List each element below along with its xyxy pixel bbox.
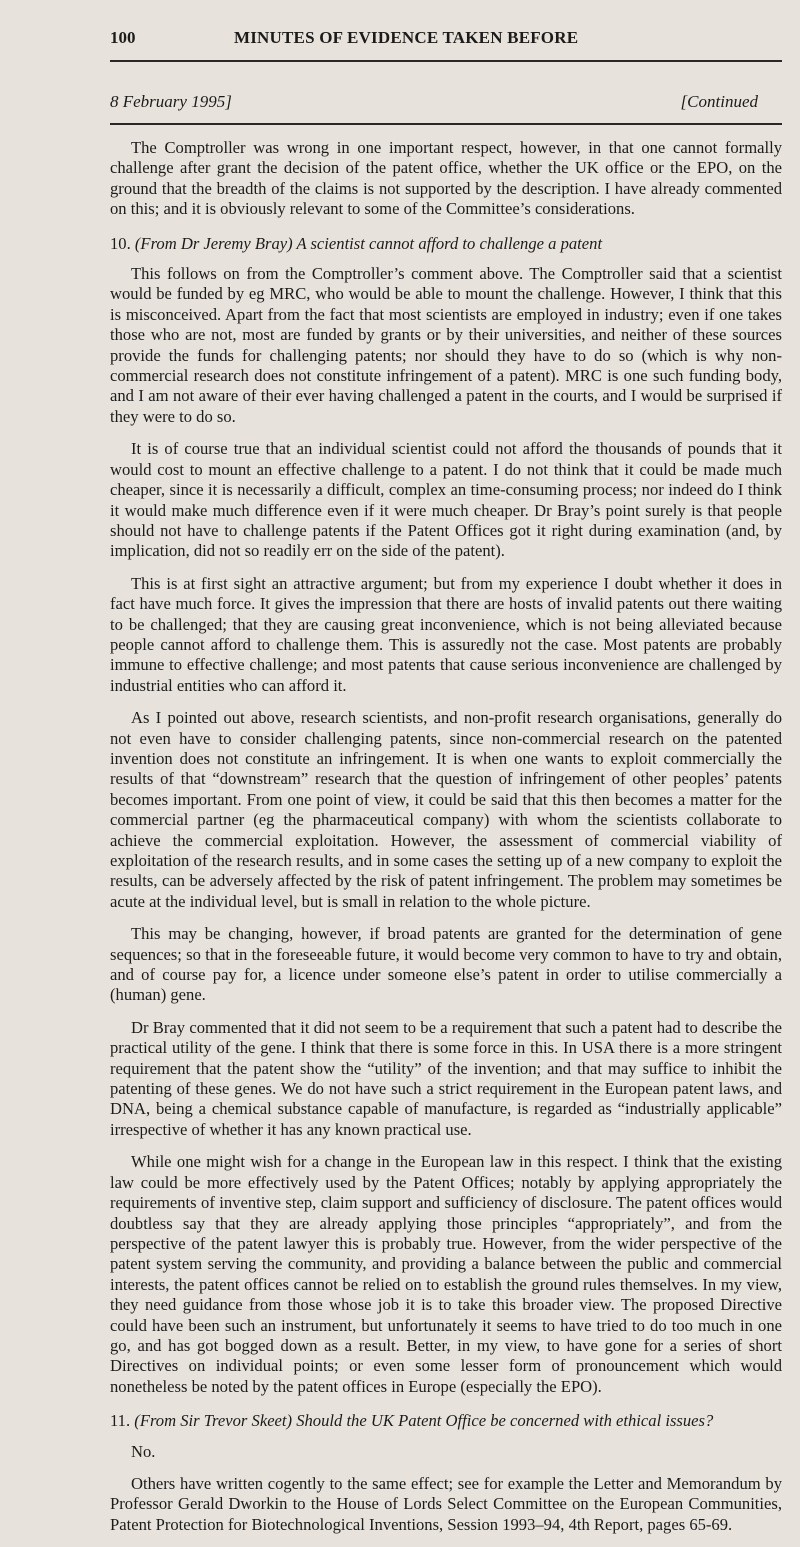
hearing-date: 8 February 1995]: [110, 92, 232, 111]
section-heading-10: [110, 234, 782, 254]
section-title: (From Sir Trevor Skeet) Should the UK Patent Office be concerned with ethical issues?: [134, 1411, 714, 1431]
paragraph: This may be changing, however, if broad patents are granted for the determination of gene sequences; so that in the foreseeable future, it would become very common to have to try and obtain, and of course pay for, a licence under someone else’s patent in order to utilise commercially a (human) gene.: [110, 924, 782, 1005]
paragraph: It is of course true that an individual scientist could not afford the thousands of pounds that it would cost to mount an effective challenge to a patent. I do not think that it could be made much cheaper, since it is necessarily a difficult, complex an time-consuming process; nor indeed do I think it would make much difference even if it were much cheaper. Dr Bray’s point surely is that people should not have to challenge patents if the Patent Offices got it right during examination (and, by implication, did not so readily err on the side of the patent).: [110, 439, 782, 561]
continued-label: [Continued: [680, 92, 758, 111]
paragraph: The Comptroller was wrong in one important respect, however, in that one cannot formally challenge after grant the decision of the patent office, whether the UK office or the EPO, on the ground that the breadth of the claims is not supported by the description. I have already commented on this; and it is obviously relevant to some of the Committee’s considerations.: [110, 138, 782, 219]
running-title: MINUTES OF EVIDENCE TAKEN BEFORE: [234, 28, 579, 47]
paragraph: While one might wish for a change in the European law in this respect. I think that the existing law could be more effectively used by the Patent Offices; notably by applying appropriately the requirements of inventive step, claim support and sufficiency of disclosure. The patent offices would doubtless say that they are already applying those principles “appropriately”, and from the perspective of the patent lawyer this is probably true. However, from the wider perspective of the patent system serving the community, and providing a balance between the public and commercial interests, the patent offices cannot be relied on to establish the ground rules themselves. In my view, they need guidance from those whose job it is to take this broader view. The proposed Directive could have been such an instrument, but unfortunately it seems to have tried to do too much in one go, and has got bogged down as a result. Better, in my view, to have gone for a series of short Directives on individual points; or even some lesser form of pronouncement which would nonetheless be noted by the patent offices in Europe (especially the EPO).: [110, 1152, 782, 1396]
section-number: 10.: [110, 233, 131, 253]
paragraph: Dr Bray commented that it did not seem to be a requirement that such a patent had to describe the practical utility of the gene. I think that there is some force in this. In USA there is a more stringent requirement that the patent show the “utility” of the invention; and that may suffice to inhibit the patenting of these genes. We do not have such a strict requirement in the European patent laws, and DNA, being a chemical substance capable of manufacture, is regarded as “industrially applicable” irrespective of whether it has any known practical use.: [110, 1017, 782, 1139]
paragraph: This is at first sight an attractive argument; but from my experience I doubt whether it does in fact have much force. It gives the impression that there are hosts of invalid patents out there waiting to be challenged; that they are causing great inconvenience, which is not being alleviated because people cannot afford to challenge them. This is assuredly not the case. Most patents are probably immune to effective challenge; and most patents that cause serious inconvenience are challenged by industrial entities who can afford it.: [110, 573, 782, 695]
paragraph: This follows on from the Comptroller’s comment above. The Comptroller said that a scientist would be funded by eg MRC, who would be able to mount the challenge. However, I think that this is misconceived. Apart from the fact that most scientists are employed in industry; even if one takes those who are not, most are funded by grants or by their universities, and neither of these sources provide the funds for challenging patents; nor should they have to do so (which is why non-commercial research does not constitute infringement of a patent). MRC is one such funding body, and I am not aware of their ever having challenged a patent in the courts, and I would be surprised if they were to do so.: [110, 264, 782, 426]
header-rule-top: [110, 60, 782, 62]
section-number: 11.: [110, 1411, 131, 1431]
paragraph: No.: [131, 1441, 156, 1461]
body-text: [110, 138, 782, 1547]
section-heading-11: [110, 1411, 782, 1431]
section-title: (From Dr Jeremy Bray) A scientist cannot afford to challenge a patent: [134, 233, 603, 253]
running-header: [82, 28, 762, 50]
page-number: 100: [110, 28, 136, 47]
paragraph: As I pointed out above, research scientists, and non-profit research organisations, generally do not even have to consider challenging patents, since non-commercial research on the patented invention does not constitute an infringement. It is when one wants to exploit commercially the results of that “downstream” research that the question of infringement of other peoples’ patents becomes important. From one point of view, it could be said that this then becomes a matter for the commercial partner (eg the pharmaceutical company) with whom the scientists collaborate to achieve the commercial exploitation. However, the assessment of commercial viability of exploitation of the research results, and in some cases the setting up of a new company to exploit the results, can be adversely affected by the risk of patent infringement. The problem may sometimes be acute at the individual level, but is small in relation to the whole picture.: [110, 708, 782, 911]
paragraph: Others have written cogently to the same effect; see for example the Letter and Memorandum by Professor Gerald Dworkin to the House of Lords Select Committee on the European Communities, Patent Protection for Biotechnological Inventions, Session 1993–94, 4th Report, pages 65-69.: [110, 1473, 782, 1534]
header-rule-bottom: [110, 123, 782, 125]
date-line: [110, 92, 782, 114]
